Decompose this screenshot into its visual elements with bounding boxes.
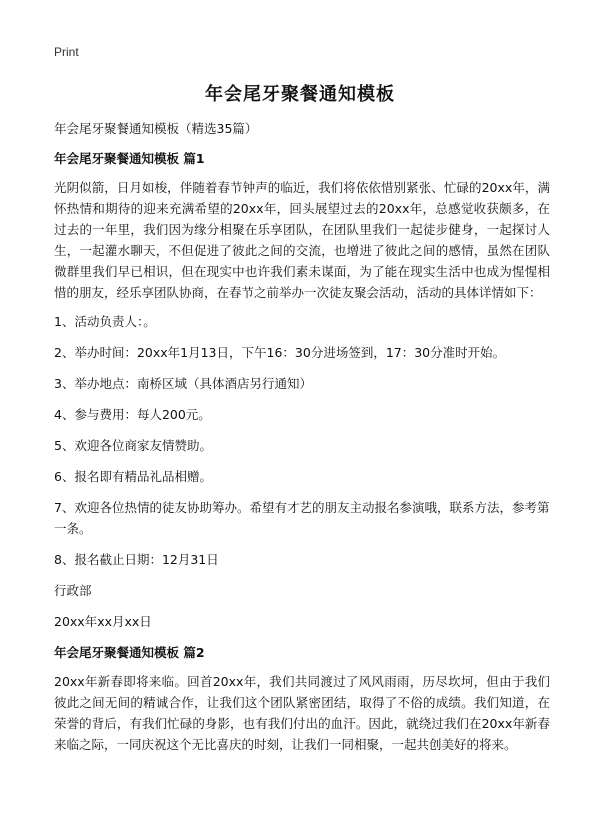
list-item: 4、参与费用：每人200元。: [54, 407, 211, 422]
print-label: Print: [54, 45, 79, 59]
section-2-intro: 20xx年新春即将来临。回首20xx年，我们共同渡过了风风雨雨，历尽坎坷，但由于我们彼此之间无间的精诚合作，让我们这个团队紧密团结，取得了不俗的成绩。我们知道，在荣誉的背后，有我们忙碌的身影，也有我们付出的血汗。因此，就绕过我们在20xx年新春来临之际，一同庆祝这个无比喜庆的时刻，让我们一同相聚，一起共创美好的将来。: [54, 674, 550, 752]
signature-date: 20xx年xx月xx日: [54, 614, 152, 629]
document-body: [54, 118, 550, 763]
section-heading-1: 年会尾牙聚餐通知模板 篇1: [54, 151, 205, 166]
list-item: 3、举办地点：南桥区域（具体酒店另行通知）: [54, 376, 312, 391]
list-item: 2、举办时间：20xx年1月13日，下午16：30分进场签到，17：30分准时开始。: [54, 345, 506, 360]
list-item: 5、欢迎各位商家友情赞助。: [54, 438, 212, 453]
signature-department: 行政部: [54, 583, 92, 598]
list-item: 8、报名截止日期：12月31日: [54, 552, 219, 567]
section-heading-2: 年会尾牙聚餐通知模板 篇2: [54, 645, 205, 660]
section-1-intro: 光阴似箭，日月如梭，伴随着春节钟声的临近，我们将依依惜别紧张、忙碌的20xx年，满怀热情和期待的迎来充满希望的20xx年，回头展望过去的20xx年，总感觉收获颇多，在过去的一年里，我们因为缘分相聚在乐享团队，在团队里我们一起徒步健身，一起探讨人生，一起灌水聊天，不但促进了彼此之间的交流，也增进了彼此之间的感情，虽然在团队微群里我们早已相识，但在现实中也许我们素未谋面，为了能在现实生活中也成为惺惺相惜的朋友，经乐享团队协商，在春节之前举办一次徒友聚会活动，活动的具体详情如下：: [54, 180, 550, 300]
document-subtitle: 年会尾牙聚餐通知模板（精选35篇）: [54, 121, 258, 136]
document-title: 年会尾牙聚餐通知模板: [205, 84, 395, 105]
list-item: 6、报名即有精品礼品相赠。: [54, 469, 212, 484]
list-item: 1、活动负责人：。: [54, 314, 156, 329]
list-item: 7、欢迎各位热情的徒友协助筹办。希望有才艺的朋友主动报名参演哦，联系方法，参考第一条。: [54, 500, 550, 536]
